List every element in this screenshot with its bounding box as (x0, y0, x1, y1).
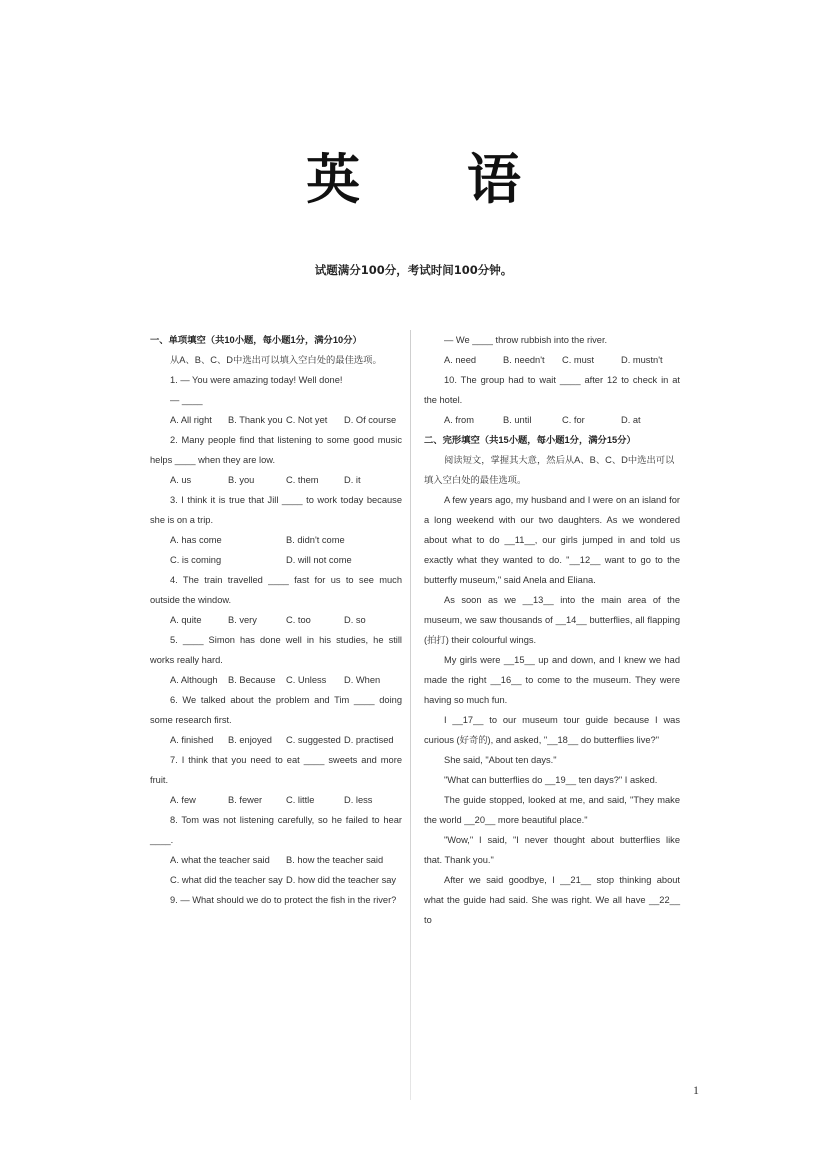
passage-line: curious (好奇的), and asked, "__18__ do butterflies live?" (424, 735, 660, 745)
passage-line: She said, "About ten days." (444, 755, 557, 765)
option: D. less (344, 795, 373, 805)
option: A. us (170, 475, 192, 485)
question-9-options (424, 350, 680, 370)
option: C. Not yet (286, 415, 328, 425)
passage-line: "What can butterflies do __19__ ten days?" I asked. (444, 775, 658, 785)
question-8-cont: ____. (150, 835, 174, 845)
passage-line: I __17__ to our museum tour guide because I was (444, 715, 680, 725)
option: D. mustn't (621, 355, 663, 365)
passage-line: made the right __16__ to come to the museum. They were (424, 675, 680, 685)
option: D. When (344, 675, 381, 685)
question-1: 1. — You were amazing today! Well done! (170, 375, 343, 385)
passage-line: a long weekend with our two daughters. As we wondered (424, 515, 680, 525)
passage-line: The guide stopped, looked at me, and said, "They make (444, 795, 680, 805)
page-number: 1 (693, 1083, 699, 1097)
passage-line: "Wow," I said, "I never thought about butterflies like (444, 835, 680, 845)
section2-instructions: 阅读短文，掌握其大意，然后从A、B、C、D中选出可以 (444, 455, 675, 465)
option: C. Unless (286, 675, 327, 685)
option: A. All right (170, 415, 212, 425)
passage-line: about what to do __11__, our girls jumped in and told us (424, 535, 680, 545)
option: C. them (286, 475, 319, 485)
question-7: 7. I think that you need to eat ____ sweets and more (170, 755, 402, 765)
option: D. it (344, 475, 361, 485)
option: C. for (562, 415, 585, 425)
option: D. so (344, 615, 366, 625)
option: C. what did the teacher say (170, 875, 283, 885)
question-10-options (424, 410, 680, 430)
question-5: 5. ____ Simon has done well in his studies, he still (170, 635, 402, 645)
passage-line: museum, we saw thousands of __14__ butterflies, all flapping (424, 615, 680, 625)
option: A. few (170, 795, 196, 805)
passage-line: After we said goodbye, I __21__ stop thinking about (444, 875, 680, 885)
question-4-cont: outside the window. (150, 595, 232, 605)
question-4: 4. The train travelled ____ fast for us to see much (170, 575, 402, 585)
option: D. will not come (286, 555, 352, 565)
passage-line: having so much fun. (424, 695, 508, 705)
option: B. you (228, 475, 255, 485)
passage-line: My girls were __15__ up and down, and I knew we had (444, 655, 680, 665)
option: B. didn't come (286, 535, 345, 545)
question-6-cont: some research first. (150, 715, 232, 725)
passage-line: butterfly museum," said Anela and Eliana. (424, 575, 596, 585)
option: A. has come (170, 535, 222, 545)
question-6: 6. We talked about the problem and Tim ____ doing (170, 695, 402, 705)
option: C. must (562, 355, 595, 365)
option: A. from (444, 415, 474, 425)
question-1-options (150, 410, 402, 430)
question-3-cont: she is on a trip. (150, 515, 214, 525)
passage-line: A few years ago, my husband and I were on an island for (444, 495, 680, 505)
question-5-options (150, 670, 402, 690)
question-3-options-2 (150, 550, 402, 570)
option: B. needn't (503, 355, 545, 365)
question-3: 3. I think it is true that Jill ____ to work today because (170, 495, 402, 505)
question-2-options (150, 470, 402, 490)
section1-instructions: 从A、B、C、D中选出可以填入空白处的最佳选项。 (170, 355, 382, 365)
column-divider (410, 330, 411, 1100)
passage-line: (拍打) their colourful wings. (424, 635, 537, 645)
question-1-reply: — ____ (170, 395, 203, 405)
option: D. practised (344, 735, 394, 745)
question-9: 9. — What should we do to protect the fish in the river? (170, 895, 397, 905)
option: B. enjoyed (228, 735, 272, 745)
question-4-options (150, 610, 402, 630)
page-title: 英 语 (306, 148, 565, 211)
option: B. Because (228, 675, 276, 685)
question-7-options (150, 790, 402, 810)
option: A. need (444, 355, 477, 365)
question-8-options-2 (150, 870, 402, 890)
question-9-reply: — We ____ throw rubbish into the river. (444, 335, 608, 345)
question-7-cont: fruit. (150, 775, 169, 785)
left-column (150, 330, 402, 910)
option: B. Thank you (228, 415, 283, 425)
option: C. suggested (286, 735, 341, 745)
question-10-cont: the hotel. (424, 395, 463, 405)
section2-instructions-cont: 填入空白处的最佳选项。 (424, 475, 527, 485)
section2-heading: 二、完形填空（共15小题，每小题1分，满分15分） (424, 435, 636, 445)
option: A. quite (170, 615, 202, 625)
option: B. until (503, 415, 532, 425)
exam-info: 试题满分100分，考试时间100分钟。 (314, 263, 513, 277)
question-6-options (150, 730, 402, 750)
option: A. Although (170, 675, 218, 685)
option: B. fewer (228, 795, 263, 805)
option: C. little (286, 795, 315, 805)
section1-heading: 一、单项填空（共10小题，每小题1分，满分10分） (150, 335, 362, 345)
passage-line: what the guide had said. She was right. We all have __22__ to (424, 895, 680, 925)
option: C. is coming (170, 555, 222, 565)
passage-line: that. Thank you." (424, 855, 494, 865)
question-2-cont: helps ____ when they are low. (150, 455, 276, 465)
question-5-cont: works really hard. (150, 655, 223, 665)
question-2: 2. Many people find that listening to some good music (170, 435, 402, 445)
option: B. very (228, 615, 257, 625)
question-10: 10. The group had to wait ____ after 12 to check in at (444, 375, 680, 385)
option: C. too (286, 615, 311, 625)
option: D. Of course (344, 415, 397, 425)
passage-line: exactly what they wanted to do. "__12__ want to go to the (424, 555, 680, 565)
option: B. how the teacher said (286, 855, 384, 865)
question-8: 8. Tom was not listening carefully, so he failed to hear (170, 815, 402, 825)
right-column (424, 330, 680, 925)
passage-line: the world __20__ more beautiful place." (424, 815, 588, 825)
option: A. what the teacher said (170, 855, 270, 865)
option: D. at (621, 415, 641, 425)
option: D. how did the teacher say (286, 875, 397, 885)
passage-line: As soon as we __13__ into the main area of the (444, 595, 680, 605)
question-8-options-1 (150, 850, 402, 870)
option: A. finished (170, 735, 214, 745)
question-3-options-1 (150, 530, 402, 550)
